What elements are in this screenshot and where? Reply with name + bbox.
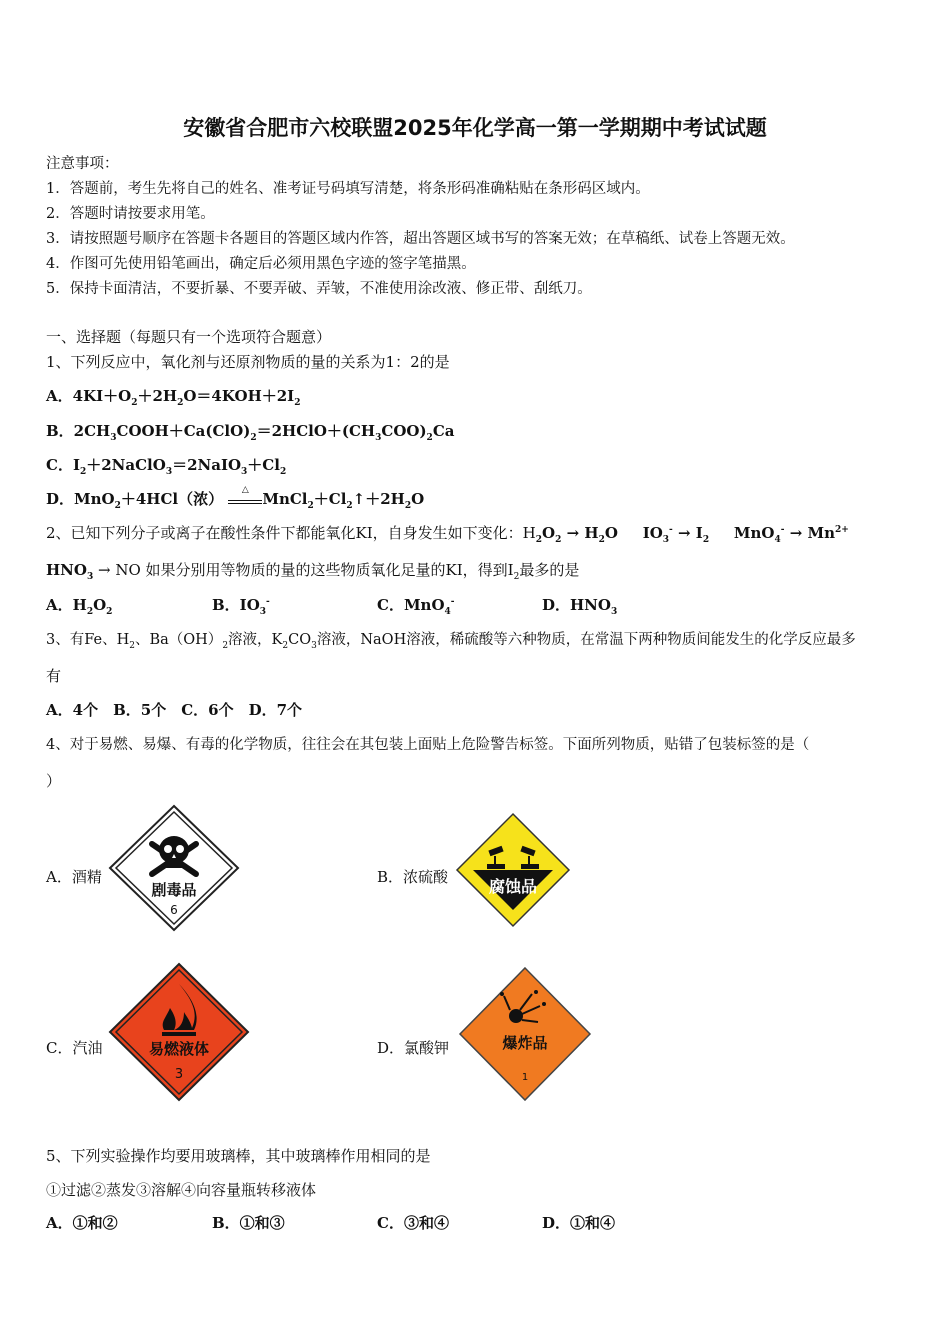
question-4-stem: 4、对于易燃、易爆、有毒的化学物质，往往会在其包装上面贴上危险警告标签。下面所列物质，贴错了包装标签的是（ [46, 737, 810, 753]
question-4-stem-line2: ） [46, 772, 62, 790]
q5-option-b[interactable]: B．①和③ [212, 1214, 285, 1232]
question-2-stem-line2: $HNO_3$ → NO 如果分别用等物质的量的这些物质氧化足量的KI，得到$I_2$最多的是 [46, 561, 580, 582]
q1-option-b[interactable]: B．$2CH_3COOH+Ca(ClO)_2=2HClO+(CH_3COO)_2Ca$ [46, 422, 455, 443]
q1-option-d[interactable]: D．MnO$_2$＋4HCl（浓） △ $MnCl_2+Cl_2↑+2H_2O$ [46, 485, 425, 511]
q4-option-d[interactable]: D．氯酸钾 [377, 1039, 450, 1057]
sign-b-label: 腐蚀品 [488, 877, 538, 896]
q4-option-b[interactable]: B．浓硫酸 [377, 868, 449, 886]
q2-option-c[interactable]: C．MnO$_4$- [377, 596, 455, 617]
corrosive-hazard-sign [455, 812, 571, 928]
question-2-stem: 2、已知下列分子或离子在酸性条件下都能氧化KI，自身发生如下变化：$H_2O_2 \to H_2O$ $IO_3^- \to I_2$ $MnO_4^- \to Mn^{2+}$ [46, 524, 849, 545]
page-title: 安徽省合肥市六校联盟2025年化学高一第一学期期中考试试题 [183, 116, 767, 140]
question-3-stem: 3、有Fe、$H_2$、$Ba(OH)_2$溶液，$K_2CO_3$溶液，NaOH溶液，稀硫酸等六种物质，在常温下两种物质间能发生的化学反应最多 [46, 632, 856, 651]
q5-option-c[interactable]: C．③和④ [377, 1214, 449, 1232]
notes-heading: 注意事项： [46, 156, 119, 172]
heat-condition-sign: △ [228, 497, 262, 504]
q4-option-a[interactable]: A．酒精 [46, 868, 102, 886]
note-item: 1．答题前，考生先将自己的姓名、准考证号码填写清楚，将条形码准确粘贴在条形码区域内。 [46, 181, 650, 197]
q2-option-d[interactable]: D．$HNO_3$ [542, 596, 618, 617]
question-3-stem-line2: 有 [46, 667, 62, 685]
section-heading: 一、选择题（每题只有一个选项符合题意） [46, 328, 332, 346]
q2-option-a[interactable]: A．$H_2O_2$ [46, 596, 113, 617]
q5-option-d[interactable]: D．①和④ [542, 1214, 616, 1232]
note-item: 2．答题时请按要求用笔。 [46, 206, 215, 222]
sign-d-number: 1 [521, 1072, 529, 1083]
sign-a-number: 6 [170, 903, 178, 917]
note-item: 5．保持卡面清洁，不要折暴、不要弄破、弄皱，不准使用涂改液、修正带、刮纸刀。 [46, 281, 592, 297]
toxic-hazard-sign [108, 804, 240, 932]
sign-d-label: 爆炸品 [502, 1034, 548, 1052]
q5-option-a[interactable]: A．①和② [46, 1214, 118, 1232]
note-item: 4．作图可先使用铅笔画出，确定后必须用黑色字迹的签字笔描黑。 [46, 256, 476, 272]
question-5-line2: ①过滤②蒸发③溶解④向容量瓶转移液体 [46, 1181, 317, 1199]
explosive-hazard-sign [458, 966, 592, 1102]
q1-option-c[interactable]: C．$I_2+2NaClO_3=2NaIO_3+Cl_2$ [46, 456, 287, 477]
q4-option-c[interactable]: C．汽油 [46, 1039, 103, 1057]
question-1-stem: 1、下列反应中，氧化剂与还原剂物质的量的关系为1：2的是 [46, 353, 450, 371]
sign-a-label: 剧毒品 [151, 881, 197, 899]
q2-option-b[interactable]: B．$IO_3^-$ [212, 596, 270, 617]
note-item: 3．请按照题号顺序在答题卡各题目的答题区域内作答，超出答题区域书写的答案无效；在草稿纸、试卷上答题无效。 [46, 231, 795, 247]
question-5-stem: 5、下列实验操作均要用玻璃棒，其中玻璃棒作用相同的是 [46, 1147, 431, 1165]
q3-options[interactable]: A．4个 B．5个 C．6个 D．7个 [46, 701, 303, 719]
q1-option-a[interactable]: A．$4KI+O_2+2H_2O=4KOH+2I_2$ [46, 387, 301, 408]
flammable-liquid-hazard-sign [108, 962, 250, 1102]
sign-c-label: 易燃液体 [148, 1040, 210, 1058]
sign-c-number: 3 [174, 1067, 184, 1082]
